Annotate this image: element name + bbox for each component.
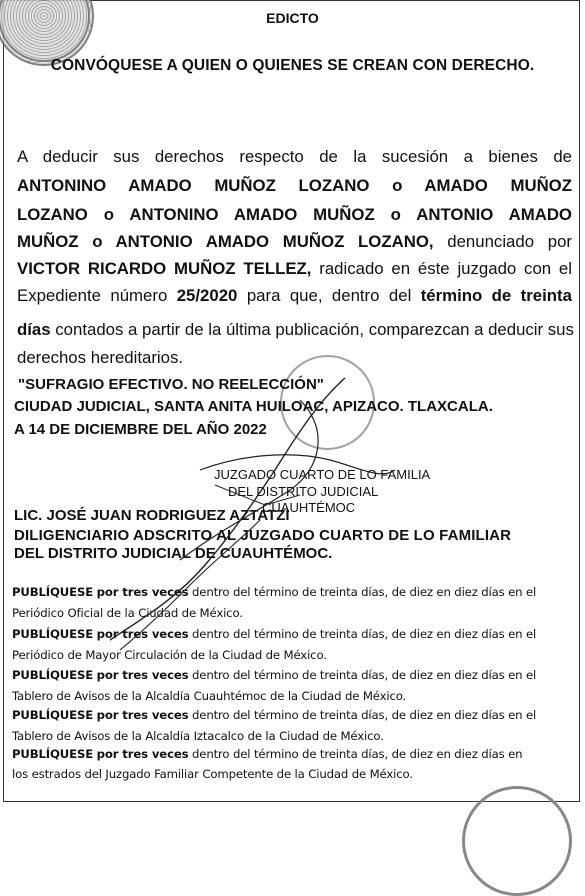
publication-text: dentro del término de treinta días, de diez en diez días en [192,747,523,761]
body-text: para que, dentro del [246,286,412,305]
frequency: por tres veces [96,585,189,599]
body-text: contados a partir de la última publicación, comparezcan a deducir sus [55,320,574,339]
signer-name: LIC. JOSÉ JUAN RODRIGUEZ AZTATZI [14,507,290,524]
stamp-line: JUZGADO CUARTO DE LO FAMILIA [214,467,431,482]
publication-text: dentro del término de treinta días, de diez en diez días en el [192,668,537,682]
body-line: LOZANO o ANTONINO AMADO MUÑOZ o ANTONIO AMADO [17,205,572,224]
motto: "SUFRAGIO EFECTIVO. NO REELECCIÓN" [18,376,324,393]
claimant-name: VICTOR RICARDO MUÑOZ TELLEZ, [17,259,312,278]
publication-item: los estrados del Juzgado Familiar Competente de la Ciudad de México. [12,767,413,781]
publication-text: dentro del término de treinta días, de diez en diez días en el [192,708,537,722]
publication-item: Tablero de Avisos de la Alcaldía Iztacalco de la Ciudad de México. [12,729,384,743]
signer-role: DILIGENCIARIO ADSCRITO AL JUZGADO CUARTO DE LO FAMILIAR [14,527,512,544]
publish-label: PUBLÍQUESE [12,668,94,682]
body-text: radicado en éste juzgado con el [319,259,572,278]
signer-role: DEL DISTRITO JUDICIAL DE CUAUHTÉMOC. [14,545,333,562]
publication-text: dentro del término de treinta días, de diez en diez días en el [192,585,537,599]
frequency: por tres veces [96,668,189,682]
publication-item: Periódico Oficial de la Ciudad de México. [12,606,243,620]
publish-label: PUBLÍQUESE [12,627,94,641]
publication-item: Tablero de Avisos de la Alcaldía Cuauhtémoc de la Ciudad de México. [12,689,407,703]
stamp-line: DEL DISTRITO JUDICIAL [228,484,379,499]
frequency: por tres veces [96,708,189,722]
term-text: días [17,320,51,339]
body-line: derechos hereditarios. [17,348,184,367]
heir-names: MUÑOZ o ANTONIO AMADO MUÑOZ LOZANO, [17,232,434,251]
body-line: A deducir sus derechos respecto de la sucesión a bienes de [17,147,572,166]
publish-label: PUBLÍQUESE [12,708,94,722]
stamp-line: CUAUHTÉMOC [262,500,356,515]
frequency: por tres veces [96,747,189,761]
term-text: término de treinta [420,286,572,305]
frequency: por tres veces [96,627,189,641]
case-number: 25/2020 [176,286,238,305]
publish-label: PUBLÍQUESE [12,585,94,599]
body-line: ANTONINO AMADO MUÑOZ LOZANO o AMADO MUÑOZ [17,176,572,195]
publication-item: Periódico de Mayor Circulación de la Ciudad de México. [12,648,327,662]
body-text: denunciado por [447,232,573,251]
document-subtitle: CONVÓQUESE A QUIEN O QUIENES SE CREAN CON DERECHO. [50,57,535,74]
place-line: CIUDAD JUDICIAL, SANTA ANITA HUILOAC, APIZACO. TLAXCALA. [14,398,493,415]
document-title: EDICTO [266,10,319,26]
date-line: A 14 DE DICIEMBRE DEL AÑO 2022 [14,421,267,438]
publish-label: PUBLÍQUESE [12,747,94,761]
body-text: Expediente número [17,286,168,305]
publication-text: dentro del término de treinta días, de diez en diez días en el [192,627,537,641]
